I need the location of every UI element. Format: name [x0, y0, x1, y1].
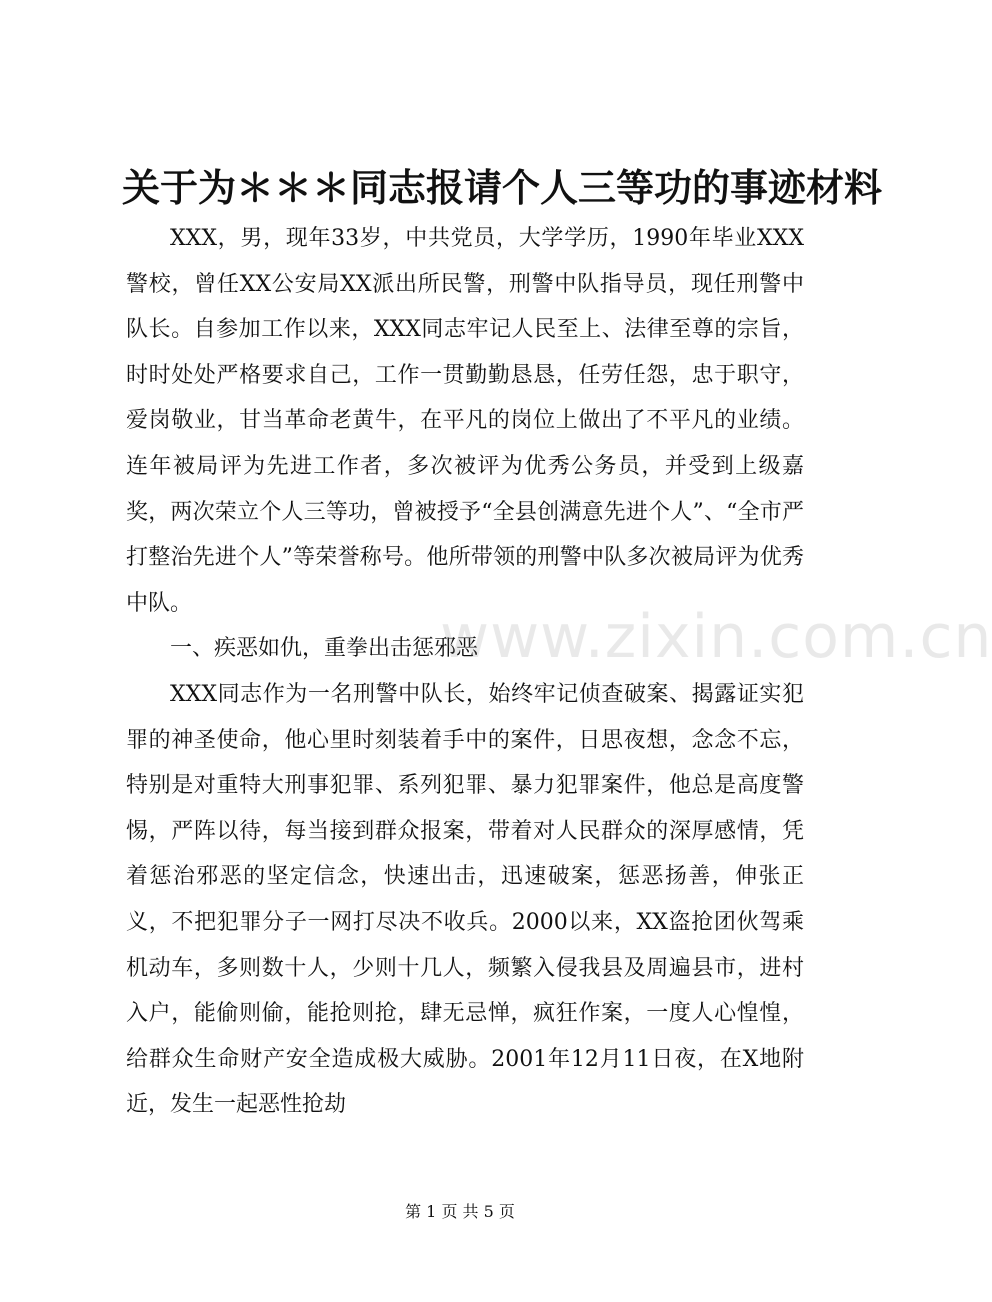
section-heading-1: 一、疾恶如仇，重拳出击惩邪恶	[170, 636, 479, 662]
paragraph-section-1: XXX同志作为一名刑警中队长，始终牢记侦查破案、揭露证实犯罪的神圣使命，他心里时刻装着手中的案件，日思夜想，念念不忘，特别是对重特大刑事犯罪、系列犯罪、暴力犯罪案件，他总是高度警惕，严阵以待，每当接到群众报案，带着对人民群众的深厚感情，凭着惩治邪恶的坚定信念，快速出击，迅速破案，惩恶扬善，伸张正义，不把犯罪分子一网打尽决不收兵。2000以来，XX盗抢团伙驾乘机动车，多则数十人，少则十几人，频繁入侵我县及周遍县市，进村入户，能偷则偷，能抢则抢，肆无忌惮，疯狂作案，一度人心惶惶，给群众生命财产安全造成极大威胁。2001年12月11日夜，在X地附近，发生一起恶性抢劫	[126, 681, 804, 1118]
site-watermark: www.zixin.com.cn	[440, 602, 992, 672]
paragraph-intro: XXX，男，现年33岁，中共党员，大学学历，1990年毕业XXX警校，曾任XX公安局XX派出所民警，刑警中队指导员，现任刑警中队长。自参加工作以来，XXX同志牢记人民至上、法律至尊的宗旨，时时处处严格要求自己，工作一贯勤勤恳恳，任劳任怨，忠于职守，爱岗敬业，甘当革命老黄牛，在平凡的岗位上做出了不平凡的业绩。连年被局评为先进工作者，多次被评为优秀公务员，并受到上级嘉奖，两次荣立个人三等功，曾被授予“全县创满意先进个人”、“全市严打整治先进个人”等荣誉称号。他所带领的刑警中队多次被局评为优秀中队。	[126, 226, 804, 616]
page-footer: 第 1 页 共 5 页	[405, 1202, 515, 1221]
document-body	[126, 216, 804, 1128]
document-title: 关于为＊＊＊同志报请个人三等功的事迹材料	[122, 165, 883, 210]
